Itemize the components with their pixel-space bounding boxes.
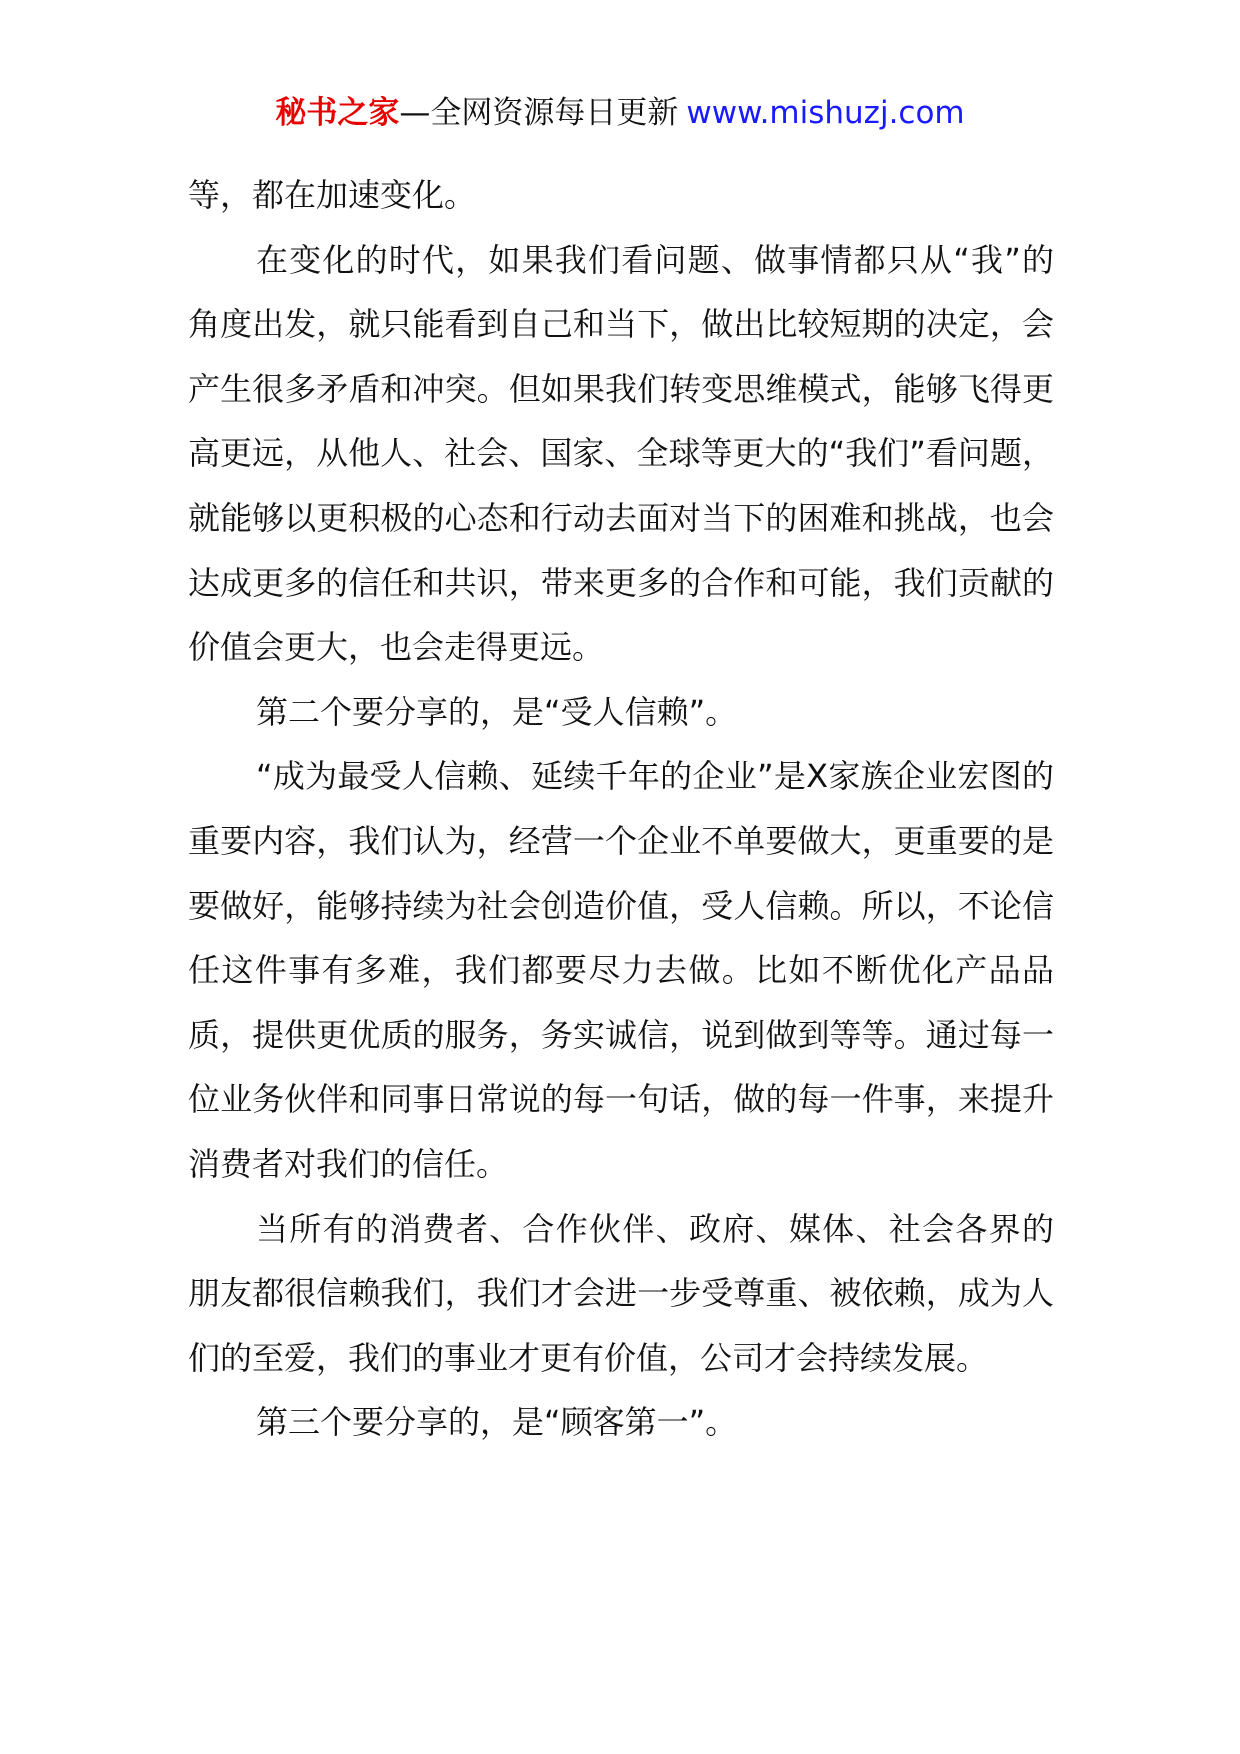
- site-url-link[interactable]: www.mishuzj.com: [686, 95, 965, 131]
- heading-second-share: 第二个要分享的，是“受人信赖”。: [256, 692, 738, 731]
- heading-third-share: 第三个要分享的，是“顾客第一”。: [256, 1403, 738, 1442]
- brand-name: 秘书之家: [275, 95, 400, 131]
- paragraph-partners: 当所有的消费者、合作伙伴、政府、媒体、社会各界的朋友都很信赖我们，我们才会进一步受尊重、被依赖，成为人们的至爱，我们的事业才更有价值，公司才会持续发展。: [188, 1209, 1054, 1377]
- paragraph-trust: “成为最受人信赖、延续千年的企业”是X家族企业宏图的重要内容，我们认为，经营一个企业不单要做大，更重要的是要做好，能够持续为社会创造价值，受人信赖。所以，不论信任这件事有多难，我们都要尽力去做。比如不断优化产品品质，提供更优质的服务，务实诚信，说到做到等等。通过每一位业务伙伴和同事日常说的每一句话，做的每一件事，来提升消费者对我们的信任。: [188, 757, 1054, 1183]
- paragraph-continuation: 等，都在加速变化。: [188, 176, 477, 214]
- header-tagline: —全网资源每日更新: [399, 95, 679, 131]
- paragraph-changing-times: 在变化的时代，如果我们看问题、做事情都只从“我”的角度出发，就只能看到自己和当下，做出比较短期的决定，会产生很多矛盾和冲突。但如果我们转变思维模式，能够飞得更高更远，从他人、社会、国家、全球等更大的“我们”看问题，就能够以更积极的心态和行动去面对当下的困难和挑战，也会达成更多的信任和共识，带来更多的合作和可能，我们贡献的价值会更大，也会走得更远。: [188, 240, 1054, 667]
- document-body: [188, 163, 1054, 1455]
- site-header: [0, 90, 1240, 136]
